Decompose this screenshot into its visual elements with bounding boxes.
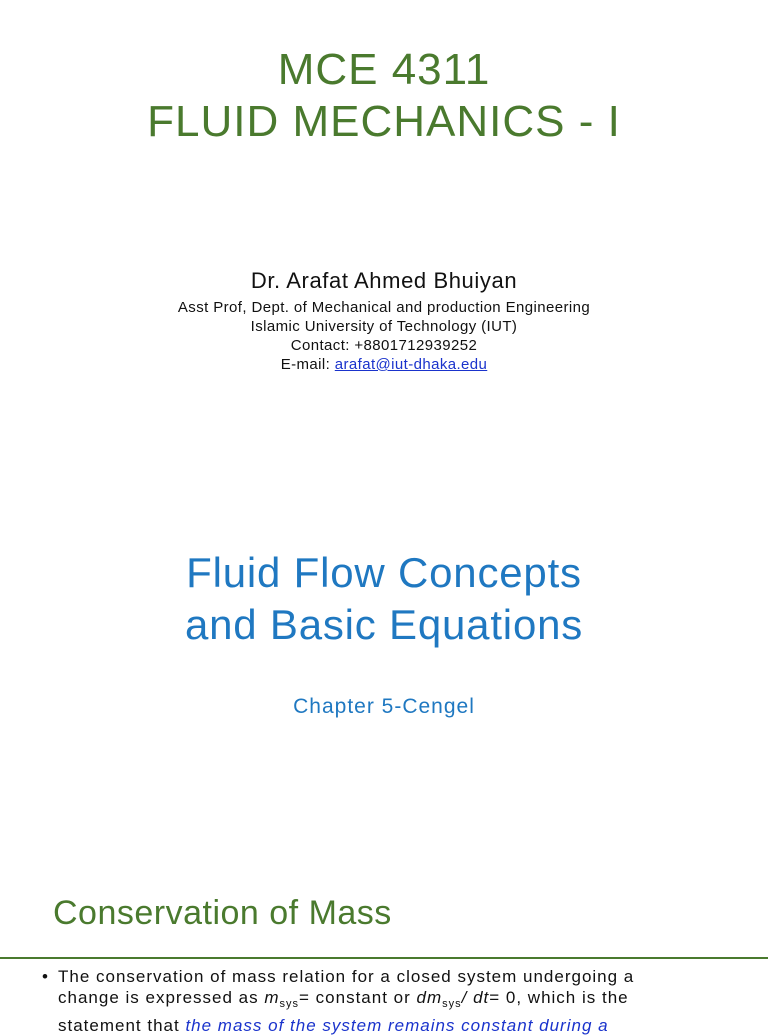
- chapter-subtitle: Chapter 5-Cengel: [293, 695, 475, 718]
- email-label: E-mail:: [280, 356, 335, 373]
- course-code: MCE 4311: [277, 45, 491, 94]
- bullet-paragraph: [42, 966, 732, 1036]
- bullet-line-2: [42, 987, 732, 1015]
- bullet-icon: •: [42, 967, 49, 986]
- var-dm: dm: [416, 988, 443, 1007]
- var-m: m: [264, 988, 280, 1007]
- emphasized-statement: the mass of the system remains constant during a: [185, 1016, 609, 1035]
- email-link[interactable]: arafat@iut-dhaka.edu: [334, 356, 488, 373]
- bullet-text-part: statement that: [58, 1016, 186, 1035]
- section-title: Conservation of Mass: [53, 894, 392, 932]
- var-dt: / dt: [461, 988, 490, 1007]
- author-contact: Contact: +8801712939252: [290, 337, 478, 354]
- slide-title-line2: and Basic Equations: [184, 601, 584, 648]
- author-email-line: [0, 356, 768, 373]
- bullet-text-part: = 0, which is the: [489, 988, 629, 1007]
- author-position: Asst Prof, Dept. of Mechanical and production Engineering: [177, 299, 591, 316]
- bullet-text-part: change is expressed as: [58, 988, 265, 1007]
- subscript-sys: sys: [442, 998, 462, 1010]
- author-name: Dr. Arafat Ahmed Bhuiyan: [250, 268, 518, 293]
- bullet-line-3: [42, 1015, 732, 1036]
- slide-title-line1: Fluid Flow Concepts: [186, 549, 582, 596]
- author-institution: Islamic University of Technology (IUT): [250, 318, 518, 335]
- bullet-text-line1: The conservation of mass relation for a closed system undergoing a: [58, 967, 635, 986]
- course-name: FLUID MECHANICS - I: [147, 97, 621, 146]
- section-divider: [0, 957, 768, 959]
- bullet-text-part: = constant or: [299, 988, 417, 1007]
- subscript-sys: sys: [279, 998, 300, 1010]
- bullet-line-1: [42, 966, 732, 987]
